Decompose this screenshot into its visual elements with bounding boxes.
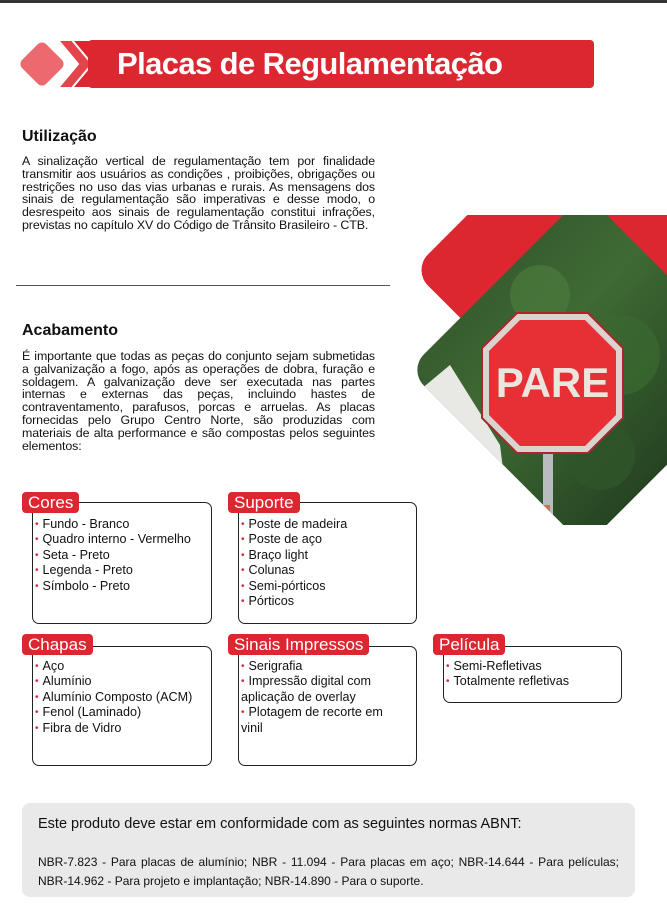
box-title-suporte: Suporte	[228, 492, 300, 513]
stop-sign-text: PARE	[495, 359, 610, 406]
list-item: • Serigrafia	[241, 659, 303, 673]
box-title-cores: Cores	[22, 492, 79, 513]
stop-sign-photo	[390, 215, 667, 525]
list-item: • Impressão digital com aplicação de overlay	[241, 674, 372, 704]
list-item: • Quadro interno - Vermelho	[35, 532, 191, 547]
norms-text: NBR-7.823 - Para placas de alumínio; NBR - 11.094 - Para placas em aço; NBR-14.644 - Para películas; NBR-14.962 - Para projeto e implantação; NBR-14.890 - Para o suporte.	[38, 855, 619, 888]
list-item: • Semi-pórticos	[241, 578, 326, 593]
norms-panel	[22, 803, 635, 897]
section-title-utilizacao: Utilização	[22, 128, 97, 145]
list-item: • Pórticos	[241, 594, 295, 609]
sinais-list	[241, 659, 401, 736]
box-title-pelicula: Película	[433, 634, 505, 655]
box-suporte	[238, 502, 417, 624]
suporte-list	[241, 517, 347, 609]
list-item: • Totalmente refletivas	[446, 674, 570, 689]
list-item: • Alumínio Composto (ACM)	[35, 689, 193, 704]
list-item: • Fenol (Laminado)	[35, 705, 142, 720]
box-sinais-impressos	[238, 646, 417, 766]
cores-list	[35, 517, 191, 594]
list-item: • Plotagem de recorte em vinil	[241, 705, 383, 735]
pelicula-list	[446, 659, 569, 690]
list-item: • Poste de aço	[241, 532, 323, 547]
list-item: • Braço light	[241, 547, 309, 562]
list-item: • Alumínio	[35, 674, 92, 689]
list-item: • Legenda - Preto	[35, 563, 133, 578]
box-title-chapas: Chapas	[22, 634, 93, 655]
list-item: • Poste de madeira	[241, 517, 348, 531]
top-border	[0, 0, 667, 3]
box-chapas	[32, 646, 212, 766]
divider	[16, 285, 390, 286]
list-item: • Fundo - Branco	[35, 517, 130, 531]
list-item: • Seta - Preto	[35, 547, 110, 562]
stop-sign	[482, 313, 623, 453]
list-item: • Aço	[35, 659, 65, 673]
list-item: • Colunas	[241, 563, 295, 578]
chapas-list	[35, 659, 192, 736]
section-title-acabamento: Acabamento	[22, 322, 119, 339]
acabamento-text: É importante que todas as peças do conjunto sejam submetidas a galvanização a fogo, após as operações de dobra, furação e soldagem. A galvanização deve ser executada nas partes internas e externas das peças, incluindo hastes de contraventamento, parafusos, porcas e arruelas. As placas fornecidas pelo Grupo Centro Norte, são produzidas com materiais de alta performance e são compostas pelos seguintes elementos:	[22, 349, 375, 453]
utilizacao-text: A sinalização vertical de regulamentação tem por finalidade transmitir aos usuários as condições , proibições, obrigações ou restrições no uso das vias urbanas e rurais. As mensagens dos sinais de regulamentação são imperativas e desse modo, o desrespeito aos sinais de regulamentação constitui infrações, previstas no capítulo XV do Código de Trânsito Brasileiro - CTB.	[22, 154, 375, 232]
norms-title: Este produto deve estar em conformidade com as seguintes normas ABNT:	[38, 816, 522, 832]
box-title-sinais-impressos: Sinais Impressos	[228, 634, 369, 655]
list-item: • Símbolo - Preto	[35, 578, 131, 593]
list-item: • Semi-Refletivas	[446, 659, 542, 673]
list-item: • Fibra de Vidro	[35, 720, 122, 735]
diamond-shape	[18, 40, 66, 88]
page-title: Placas de Regulamentação	[117, 46, 503, 81]
box-cores	[32, 502, 212, 624]
